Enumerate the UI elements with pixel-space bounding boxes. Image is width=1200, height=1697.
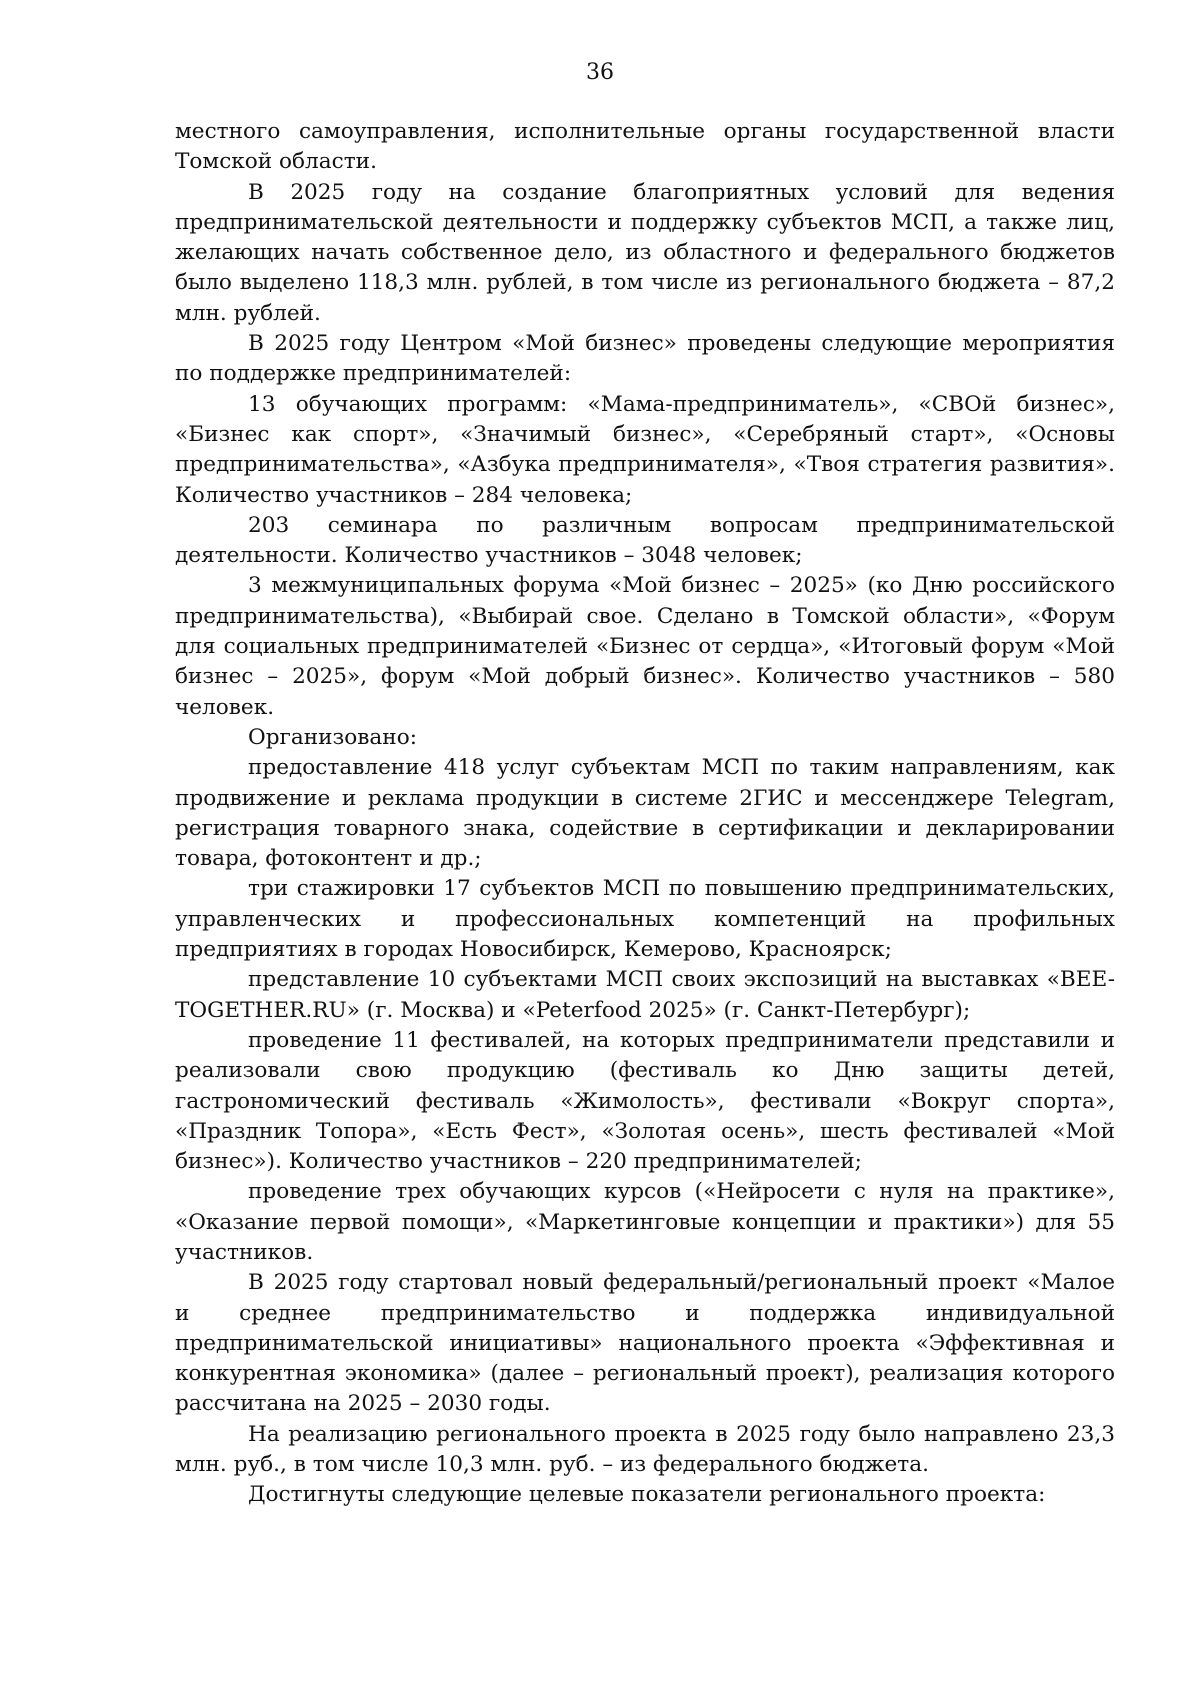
paragraph-organized-heading: Организовано: (248, 724, 417, 750)
paragraph-training-programs: 13 обучающих программ: «Мама-предприниматель», «СВОй бизнес», «Бизнес как спорт», «Значимый бизнес», «Серебряный старт», «Основы предпринимательства», «Азбука предпринимателя», «Твоя стратегия развития». Количество участников – 284 человека; (175, 391, 1115, 508)
paragraph-seminars: 203 семинара по различным вопросам предпринимательской деятельности. Количество участников – 3048 человек; (175, 512, 1115, 569)
paragraph-continuation: местного самоуправления, исполнительные органы государственной власти Томской области. (175, 119, 1115, 175)
paragraph-regional-project: В 2025 году стартовал новый федеральный/региональный проект «Малое и среднее предпринимательство и поддержка индивидуальной предпринимательской инициативы» национального проекта «Эффективная и конкурентная экономика» (далее – региональный проект), реализация которого рассчитана на 2025 – 2030 годы. (175, 1270, 1115, 1417)
paragraph-courses: проведение трех обучающих курсов («Нейросети с нуля на практике», «Оказание первой помощи», «Маркетинговые концепции и практики») для 55 участников. (175, 1179, 1115, 1265)
paragraph-forums: 3 межмуниципальных форума «Мой бизнес – 2025» (ко Дню российского предпринимательства), «Выбирай свое. Сделано в Томской области», «Форум для социальных предпринимателей «Бизнес от сердца», «Итоговый форум «Мой бизнес – 2025», форум «Мой добрый бизнес». Количество участников – 580 человек. (175, 573, 1115, 720)
paragraph-exhibitions: представление 10 субъектами МСП своих экспозиций на выставках «BEE-TOGETHER.RU» (г. Москва) и «Peterfood 2025» (г. Санкт-Петербург); (175, 967, 1115, 1023)
paragraph-services: предоставление 418 услуг субъектам МСП по таким направлениям, как продвижение и реклама продукции в системе 2ГИС и мессенджере Telegram, регистрация товарного знака, содействие в сертификации и декларировании товара, фотоконтент и др.; (175, 755, 1115, 872)
page-number: 36 (586, 60, 614, 85)
paragraph-project-funding: На реализацию регионального проекта в 2025 году было направлено 23,3 млн. руб., в том числе 10,3 млн. руб. – из федерального бюджета. (175, 1421, 1115, 1478)
paragraph-internships: три стажировки 17 субъектов МСП по повышению предпринимательских, управленческих и профессиональных компетенций на профильных предприятиях в городах Новосибирск, Кемерово, Красноярск; (175, 876, 1115, 963)
document-body (175, 117, 1115, 1511)
paragraph-target-indicators: Достигнуты следующие целевые показатели регионального проекта: (248, 1482, 1046, 1508)
paragraph-center-events-intro: В 2025 году Центром «Мой бизнес» проведены следующие мероприятия по поддержке предпринимателей: (175, 331, 1115, 387)
paragraph-festivals: проведение 11 фестивалей, на которых предприниматели представили и реализовали свою продукцию (фестиваль ко Дню защиты детей, гастрономический фестиваль «Жимолость», фестивали «Вокруг спорта», «Праздник Топора», «Есть Фест», «Золотая осень», шесть фестивалей «Мой бизнес»). Количество участников – 220 предпринимателей; (175, 1027, 1115, 1175)
paragraph-funding-2025: В 2025 году на создание благоприятных условий для ведения предпринимательской деятельности и поддержку субъектов МСП, а также лиц, желающих начать собственное дело, из областного и федерального бюджетов было выделено 118,3 млн. рублей, в том числе из регионального бюджета – 87,2 млн. рублей. (175, 179, 1115, 326)
